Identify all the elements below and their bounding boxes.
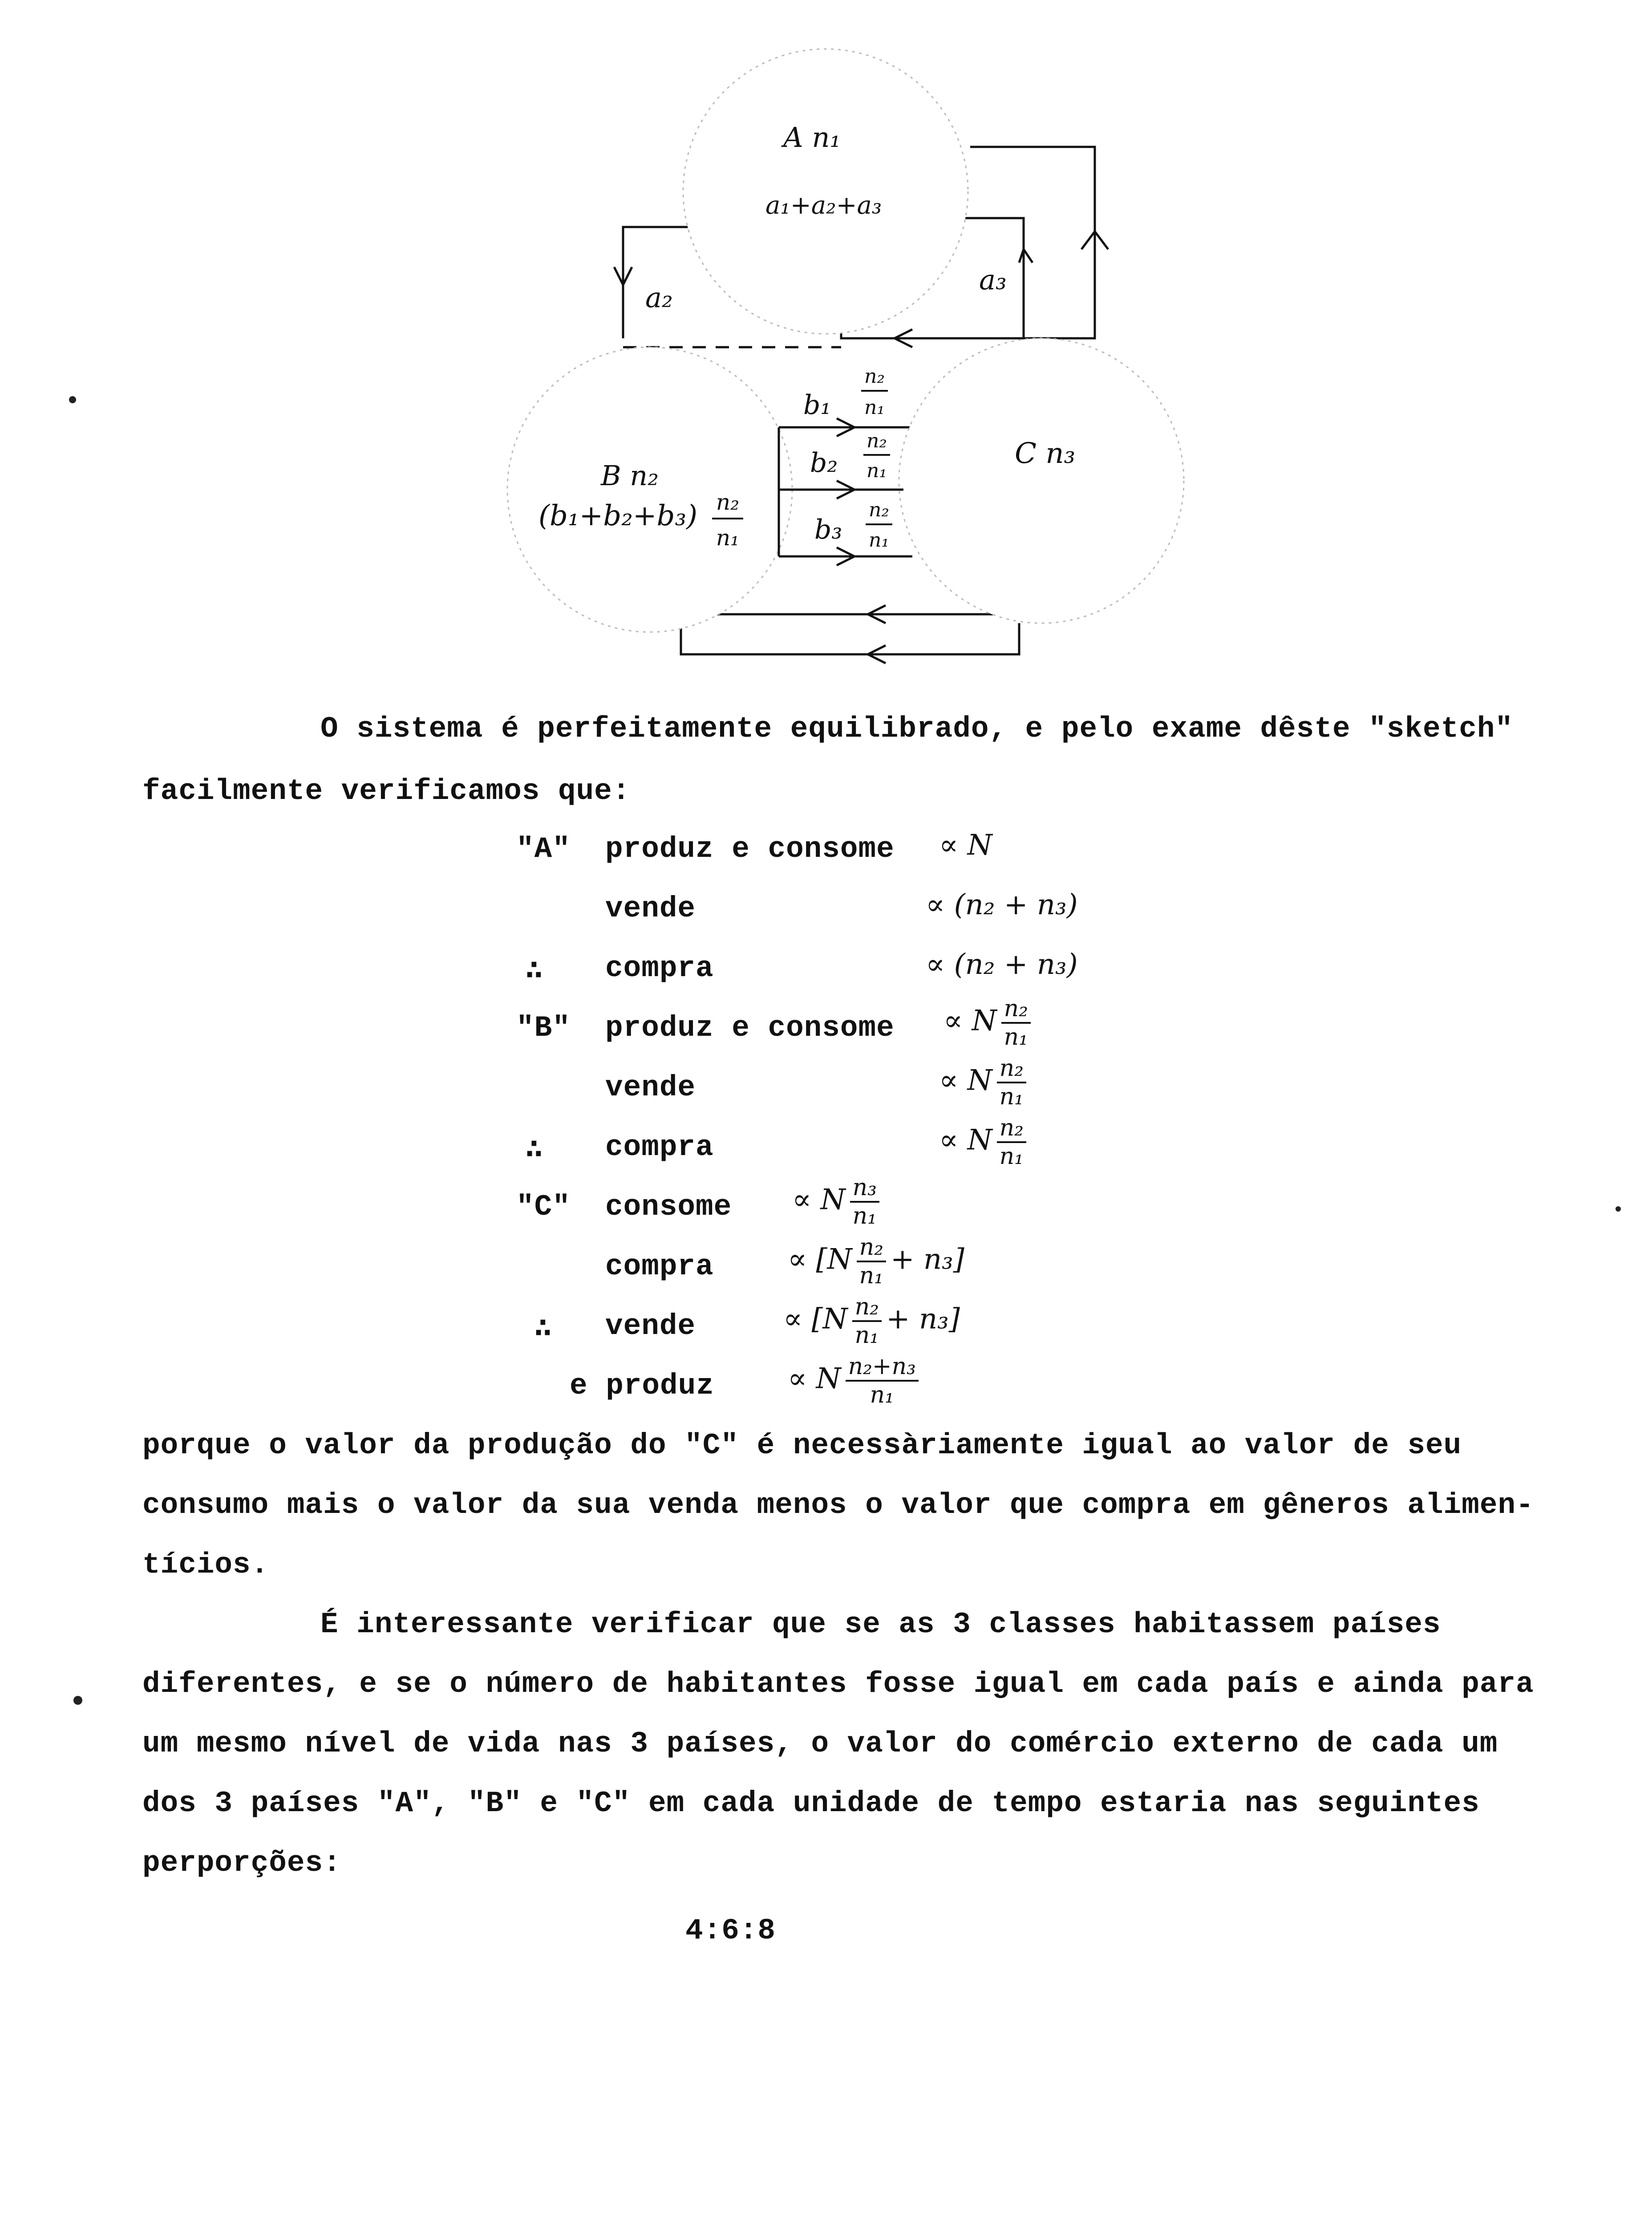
circle-b-sum: (b₁+b₂+b₃) <box>539 499 698 532</box>
para2-line-2: consumo mais o valor da sua venda menos o valor que compra em gêneros alimen- <box>142 1488 1534 1522</box>
para3-line-1: É interessante verificar que se as 3 classes habitassem países <box>320 1608 1441 1641</box>
para3-line-5: perporções: <box>142 1846 341 1880</box>
row-formula: ∝ N $\frac{\text{n₂+n₃}}{\text{n₁}}$ <box>788 1355 923 1407</box>
flow-b3-num: n₂ <box>869 499 889 521</box>
row-lead: "A" <box>516 832 571 866</box>
flow-b2-label: b₂ <box>810 447 838 478</box>
row-formula: ∝ [N $\frac{\text{n₂}}{\text{n₁}}$ + n₃] <box>783 1293 960 1349</box>
row-label: vende <box>605 892 696 925</box>
circle-a-sum: a₁+a₂+a₃ <box>765 191 882 220</box>
flow-b2-den: n₁ <box>866 459 887 482</box>
row-lead: ∴ <box>534 1312 552 1346</box>
row-formula: ∝ (n₂ + n₃) <box>926 888 1078 921</box>
circle-c-label: C n₃ <box>1015 437 1076 470</box>
row-label: e produz <box>570 1369 714 1403</box>
circle-b-frac-num: n₂ <box>716 489 740 515</box>
trade-diagram <box>0 0 1652 712</box>
row-lead: ∴ <box>525 1133 543 1167</box>
flow-b3-label: b₃ <box>814 514 842 545</box>
row-formula: ∝ N $\frac{\text{n₂}}{\text{n₁}}$ <box>939 1116 1031 1168</box>
para3-line-4: dos 3 países "A", "B" e "C" em cada unidade de tempo estaria nas seguintes <box>142 1787 1480 1820</box>
row-label: produz e consome <box>605 832 895 866</box>
row-label: compra <box>605 1250 714 1283</box>
row-label: vende <box>605 1310 696 1343</box>
row-label: vende <box>605 1071 696 1104</box>
para3-line-3: um mesmo nível de vida nas 3 países, o valor do comércio externo de cada um <box>142 1727 1498 1760</box>
arrow-down-icon-2 <box>1019 249 1032 263</box>
flow-a2-label: a₂ <box>645 281 673 314</box>
flow-line-bottom-2 <box>681 614 1019 654</box>
circle-b-frac-den: n₁ <box>716 525 740 551</box>
row-formula: ∝ N <box>939 829 992 862</box>
row-formula: ∝ N $\frac{\text{n₃}}{\text{n₁}}$ <box>792 1176 884 1228</box>
circle-c <box>899 338 1184 623</box>
para2-line-1: porque o valor da produção do "C" é necessàriamente igual ao valor de seu <box>142 1429 1462 1462</box>
row-formula: ∝ (n₂ + n₃) <box>926 948 1078 981</box>
flow-a3-label: a₃ <box>979 264 1007 296</box>
para3-line-2: diferentes, e se o número de habitantes fosse igual em cada país e ainda para <box>142 1667 1534 1701</box>
ratio-value: 4:6:8 <box>685 1914 776 1947</box>
row-formula: ∝ N $\frac{\text{n₂}}{\text{n₁}}$ <box>939 1057 1031 1108</box>
ink-dot <box>69 396 76 403</box>
circle-b-label: B n₂ <box>601 459 659 492</box>
row-lead: "C" <box>516 1190 571 1224</box>
row-label: compra <box>605 1131 714 1164</box>
row-label: consome <box>605 1190 732 1224</box>
ink-dot <box>1616 1206 1621 1212</box>
flow-b3-den: n₁ <box>869 529 889 551</box>
intro-line-2: facilmente verificamos que: <box>142 774 631 808</box>
row-formula: ∝ N $\frac{\text{n₂}}{\text{n₁}}$ <box>943 997 1035 1049</box>
flow-b1-label: b₁ <box>803 389 831 421</box>
para2-line-3: tícios. <box>142 1548 269 1581</box>
flow-b1-den: n₁ <box>864 396 885 419</box>
intro-line-1: O sistema é perfeitamente equilibrado, e pelo exame dêste "sketch" <box>320 712 1514 746</box>
row-label: produz e consome <box>605 1011 895 1045</box>
flow-b1-num: n₂ <box>864 365 885 388</box>
row-lead: ∴ <box>525 954 543 988</box>
flow-b2-num: n₂ <box>866 430 887 452</box>
circle-a-label: A n₁ <box>783 121 841 154</box>
row-label: compra <box>605 952 714 985</box>
row-lead: "B" <box>516 1011 571 1045</box>
row-formula: ∝ [N $\frac{\text{n₂}}{\text{n₁}}$ + n₃] <box>788 1234 964 1289</box>
ink-dot <box>73 1696 82 1705</box>
